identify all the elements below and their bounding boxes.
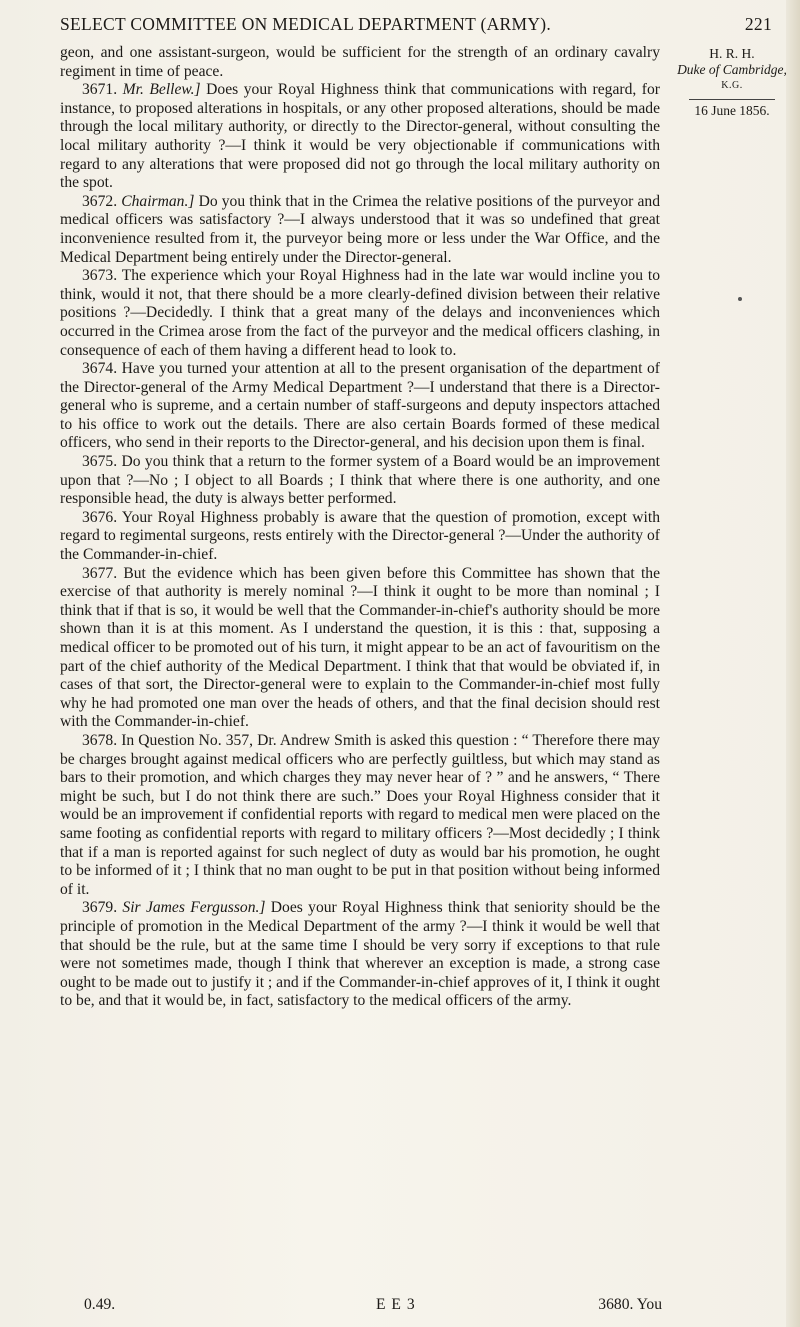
page-footer <box>84 1296 662 1318</box>
question-text: But the evidence which has been given before this Committee has shown that the exercise of that authority is merely nominal ?—I think it ought to be more than nominal ; I think that if that is so, it would be well that the Commander-in-chief's authority should be more shown than it is at this moment. As I understand the question, it is this : that, supposing a medical officer to be promoted out of his turn, it might appear to be an act of favouritism on the part of the chief authority of the Medical Department. I think that that would be obviated if, in cases of that sort, the Director-general were to explain to the Commander-in-chief most fully why he had promoted one man over the heads of others, and that the final decision should rest with the Commander-in-chief. <box>60 564 661 731</box>
running-header <box>60 14 772 42</box>
margin-mark <box>738 297 742 301</box>
question-number: 3673. <box>82 267 118 285</box>
sidenote-rule <box>689 99 775 100</box>
question-3677 <box>60 565 660 732</box>
hearing-date: 16 June 1856. <box>694 103 770 118</box>
witness-name: Duke of Cambridge, <box>677 62 787 77</box>
speaker: Mr. Bellew.] <box>122 81 201 99</box>
question-number: 3672. <box>82 192 118 210</box>
question-text: Does your Royal Highness think that communications with regard, for instance, to proposed alterations in hospitals, or any other proposed alterations, should be made through the local military authority, or directly to the Director-general, without consulting the local military authority ?—I think it would be very objectionable if communications with regard to any alterations that were proposed did not go through the local military authority on the spot. <box>60 81 660 192</box>
question-text: In Question No. 357, Dr. Andrew Smith is asked this question : “ Therefore there may be charges brought against medical officers who are perfectly guiltless, but which may stand as bars to their promotion, and which charges they may never hear of ? ” and he answers, “ There might be such, but I do not think there are such.” Does your Royal Highness consider that it would be an improvement if confidential reports with regard to medical men were placed on the same footing as confidential reports with regard to military officers ?—Most decidedly ; I think that if a man is reported against for such neglect of duty as would bar his promotion, he ought to be informed of it ; I think that no man ought to be put in that position without being informed of it. <box>60 731 660 898</box>
question-3675 <box>60 453 660 509</box>
page-edge-shadow <box>786 0 800 1327</box>
speaker: Chairman.] <box>121 192 195 210</box>
question-text: Do you think that in the Crimea the relative positions of the purveyor and medical officers was satisfactory ?—I always understood that it was so undefined that great inconvenience resulted from it, the purveyor being more or less under the War Office, and the Medical Department being entirely under the Director-general. <box>60 192 660 266</box>
question-3679 <box>60 899 660 1011</box>
question-3673 <box>60 267 660 360</box>
question-number: 3671. <box>82 81 118 99</box>
question-text: Your Royal Highness probably is aware that the question of promotion, except with regard to regimental surgeons, rests entirely with the Director-general ?—Under the authority of the Commander-in-chief. <box>60 508 660 564</box>
question-3674 <box>60 360 660 453</box>
question-3678 <box>60 732 660 899</box>
paper-code: 0.49. <box>84 1296 116 1313</box>
catchword: 3680. You <box>598 1296 662 1313</box>
page-number: 221 <box>744 14 772 34</box>
speaker: Sir James Fergusson.] <box>122 899 266 917</box>
question-number: 3677. <box>82 564 118 582</box>
signature-mark: E E 3 <box>376 1296 416 1313</box>
question-number: 3676. <box>82 508 118 526</box>
witness-sidenote <box>672 46 792 119</box>
witness-honours: K.G. <box>721 80 743 91</box>
evidence-text <box>60 44 660 1011</box>
question-text: Have you turned your attention at all to the present organisation of the department of the Director-general of the Army Medical Department ?—I understand that there is a Director-general who is supreme, and a certain number of staff-surgeons and deputy inspectors attached to his office to work out the details. There are also certain Boards formed of these medical officers, who send in their reports to the Director-general, and his decision upon them is final. <box>60 360 660 452</box>
question-3676 <box>60 509 660 565</box>
running-title: SELECT COMMITTEE ON MEDICAL DEPARTMENT (ARMY). <box>60 14 552 34</box>
question-3671 <box>60 81 660 193</box>
question-text: Do you think that a return to the former system of a Board would be an improvement upon that ?—No ; I object to all Boards ; I think that where there is one authority, and one responsible head, the duty is always better performed. <box>60 453 660 508</box>
witness-initials: H. R. H. <box>709 46 755 61</box>
question-3672 <box>60 193 660 267</box>
question-text: The experience which your Royal Highness had in the late war would incline you to think, would it not, that there should be a more clearly-defined division between their relative positions ?—Decidedly. I think that a great many of the delays and inconveniences which occurred in the Crimea arose from the fact of the purveyor and the medical officers clashing, in consequence of each of them having a different head to look to. <box>60 267 661 359</box>
paragraph-text: geon, and one assistant-surgeon, would be sufficient for the strength of an ordinary cavalry regiment in time of peace. <box>60 44 660 80</box>
question-text: Does your Royal Highness think that seniority should be the principle of promotion in the Medical Department of the army ?—I think it would be well that that should be the rule, but at the same time I should be very sorry if exceptions to that rule were not sometimes made, though I think that wherever an exception is made, a strong case ought to be made out to justify it ; and if the Commander-in-chief approves of it, I think it ought to be, and that it would be, in fact, satisfactory to the medical officers of the army. <box>60 899 660 1010</box>
question-number: 3675. <box>82 453 118 471</box>
question-number: 3678. <box>82 731 118 749</box>
paragraph-continuation <box>60 44 660 81</box>
question-number: 3674. <box>82 360 118 378</box>
question-number: 3679. <box>82 899 118 917</box>
